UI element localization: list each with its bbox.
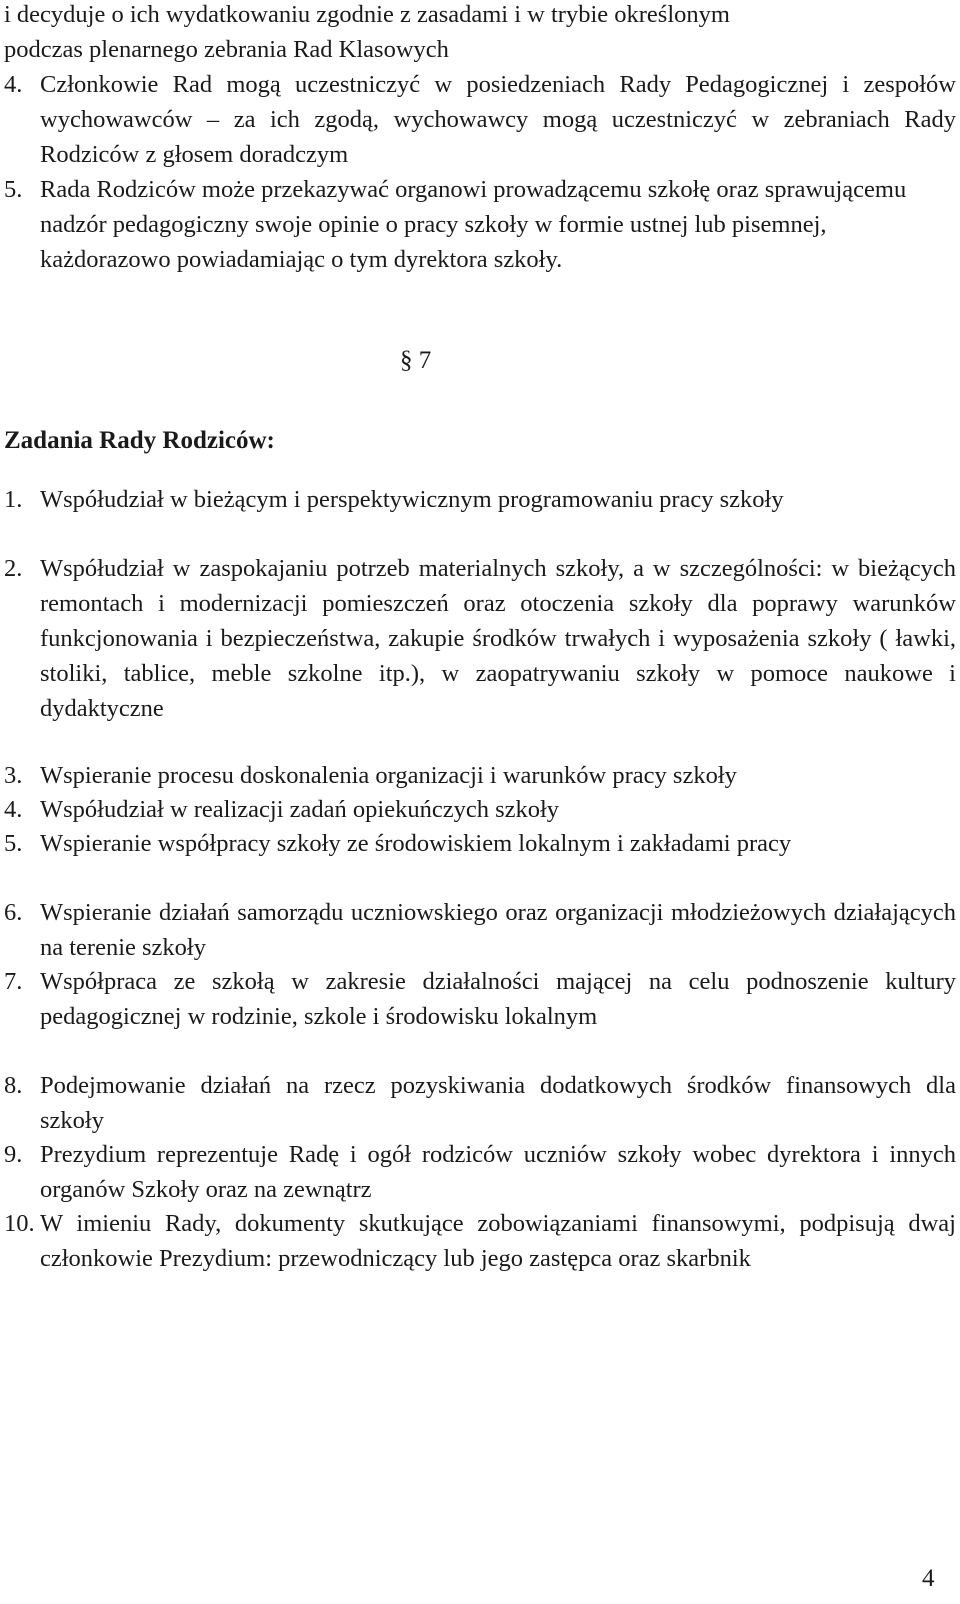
- task-text: Wspieranie działań samorządu uczniowskiego oraz organizacji młodzieżowych działających na terenie szkoły: [40, 899, 956, 961]
- list-item-number: 5.: [4, 176, 23, 203]
- task-text: Prezydium reprezentuje Radę i ogół rodziców uczniów szkoły wobec dyrektora i innych organów Szkoły oraz na zewnątrz: [40, 1141, 956, 1203]
- task-item-10: [4, 1206, 956, 1276]
- task-text: Współudział w realizacji zadań opiekuńczych szkoły: [40, 796, 560, 823]
- task-item-3: [4, 758, 956, 793]
- task-text: Wspieranie procesu doskonalenia organizacji i warunków pracy szkoły: [40, 762, 737, 789]
- task-item-5: [4, 826, 956, 861]
- task-text: Współudział w bieżącym i perspektywicznym programowaniu pracy szkoły: [40, 486, 784, 513]
- section-symbol: § 7: [400, 347, 432, 374]
- list-item-text: Członkowie Rad mogą uczestniczyć w posiedzeniach Rady Pedagogicznej i zespołów wychowawców – za ich zgodą, wychowawcy mogą uczestniczyć w zebraniach Rady Rodziców z głosem doradczym: [40, 71, 956, 168]
- task-number: 9.: [4, 1141, 23, 1168]
- task-item-1: [4, 482, 956, 517]
- task-number: 6.: [4, 899, 23, 926]
- list-item: [4, 172, 956, 277]
- task-item-6: [4, 895, 956, 965]
- list-item: [4, 67, 956, 172]
- task-text: Współpraca ze szkołą w zakresie działalności mającej na celu podnoszenie kultury pedagogicznej w rodzinie, szkole i środowisku lokalnym: [40, 968, 956, 1030]
- task-text: Podejmowanie działań na rzecz pozyskiwania dodatkowych środków finansowych dla szkoły: [40, 1072, 956, 1134]
- task-number: 5.: [4, 830, 23, 857]
- task-number: 3.: [4, 762, 23, 789]
- task-number: 2.: [4, 555, 23, 582]
- continuation-line-1: i decyduje o ich wydatkowaniu zgodnie z zasadami i w trybie określonym: [4, 1, 730, 28]
- section-heading: Zadania Rady Rodziców:: [4, 427, 275, 454]
- continuation-line-2: podczas plenarnego zebrania Rad Klasowych: [4, 36, 449, 63]
- task-item-8: [4, 1068, 956, 1138]
- list-item-number: 4.: [4, 71, 23, 98]
- task-number: 4.: [4, 796, 23, 823]
- task-text: W imieniu Rady, dokumenty skutkujące zobowiązaniami finansowymi, podpisują dwaj członkowie Prezydium: przewodniczący lub jego zastępca oraz skarbnik: [40, 1210, 956, 1272]
- page-number: 4: [922, 1565, 935, 1592]
- task-text: Wspieranie współpracy szkoły ze środowiskiem lokalnym i zakładami pracy: [40, 830, 792, 857]
- task-number: 1.: [4, 486, 23, 513]
- list-item-text: Rada Rodziców może przekazywać organowi prowadzącemu szkołę oraz sprawującemu nadzór pedagogiczny swoje opinie o pracy szkoły w formie ustnej lub pisemnej, każdorazowo powiadamiając o tym dyrektora szkoły.: [40, 176, 907, 273]
- task-item-7: [4, 964, 956, 1034]
- task-number: 7.: [4, 968, 23, 995]
- task-item-4: [4, 792, 956, 827]
- task-item-9: [4, 1137, 956, 1207]
- task-item-2: [4, 551, 956, 726]
- task-number: 8.: [4, 1072, 23, 1099]
- task-text: Współudział w zaspokajaniu potrzeb materialnych szkoły, a w szczególności: w bieżących remontach i modernizacji pomieszczeń oraz otoczenia szkoły dla poprawy warunków funkcjonowania i bezpieczeństwa, zakupie środków trwałych i wyposażenia szkoły ( ławki, stoliki, tablice, meble szkolne itp.), w zaopatrywaniu szkoły w pomoce naukowe i dydaktyczne: [40, 555, 956, 722]
- task-number: 10.: [4, 1210, 35, 1237]
